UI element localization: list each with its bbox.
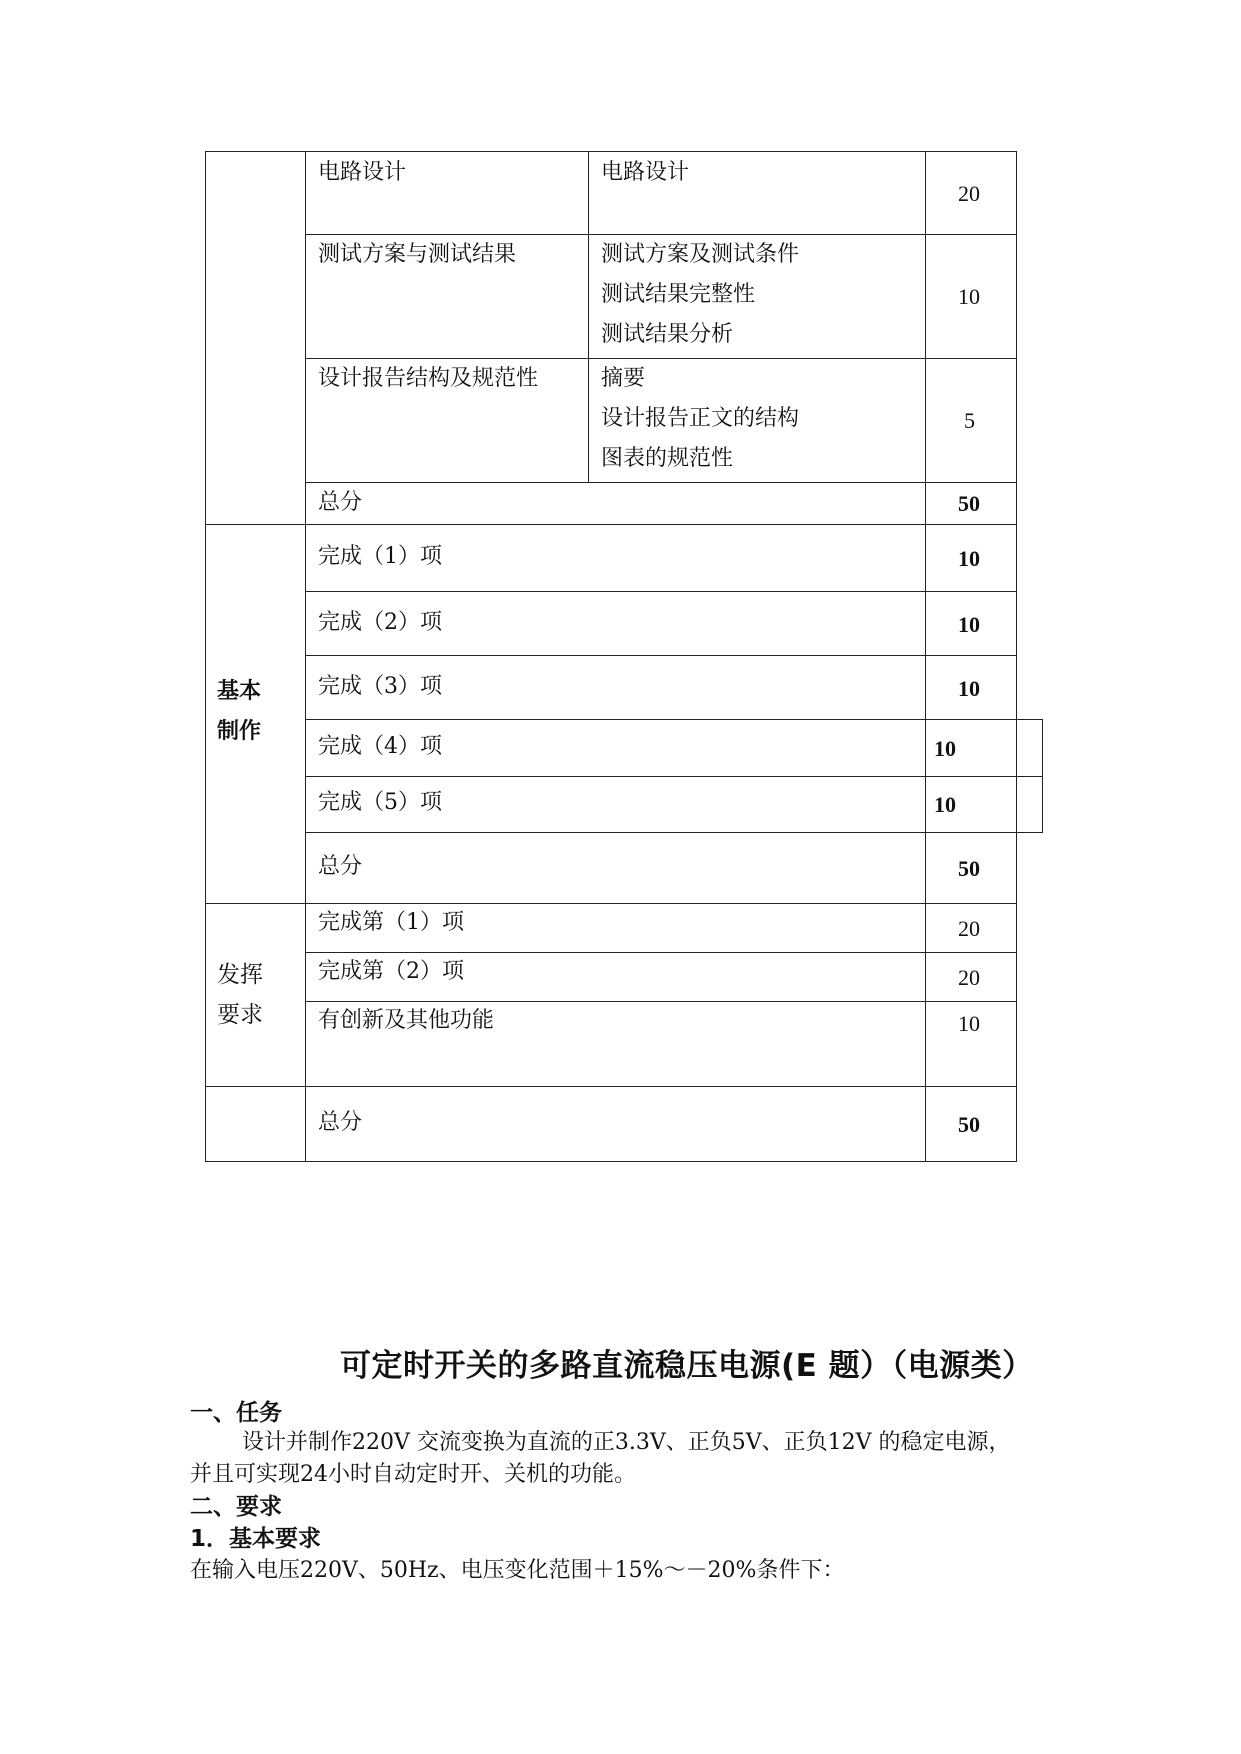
item-label: 完成（5）项 (318, 790, 442, 815)
section-heading-task: 一、任务 (190, 1400, 282, 1426)
basic-requirement-line: 在输入电压220V、50Hz、电压变化范围＋15%～－20%条件下： (190, 1558, 845, 1583)
content-line: 测试结果分析 (601, 322, 734, 347)
score-value: 20 (958, 965, 980, 990)
item-label: 测试方案与测试结果 (318, 242, 517, 267)
category-label: 制作 (217, 719, 262, 744)
content-line: 图表的规范性 (601, 446, 734, 471)
task-paragraph-line: 设计并制作220V 交流变换为直流的正3.3V、正负5V、正负12V 的稳定电源， (242, 1430, 1011, 1455)
score-value: 10 (958, 546, 980, 571)
category-cell-empty (205, 1086, 306, 1162)
total-label: 总分 (318, 490, 363, 515)
score-value: 5 (964, 408, 975, 433)
score-value: 10 (958, 676, 980, 701)
score-value: 10 (958, 284, 980, 309)
total-label-cell (305, 832, 926, 904)
category-label: 发挥 (217, 962, 263, 988)
score-value: 10 (958, 612, 980, 637)
content-line: 电路设计 (601, 160, 690, 185)
score-value: 20 (958, 916, 980, 941)
score-value: 10 (934, 792, 956, 817)
section-heading-requirements: 二、要求 (190, 1494, 282, 1520)
extra-cell (1016, 719, 1043, 777)
scoring-table (205, 151, 1017, 1162)
category-label: 要求 (217, 1002, 263, 1028)
task-paragraph-line: 并且可实现24小时自动定时开、关机的功能。 (190, 1462, 636, 1487)
category-cell-report (205, 151, 306, 525)
total-score: 50 (958, 856, 980, 881)
score-value: 10 (958, 1011, 980, 1036)
content-line: 摘要 (601, 366, 646, 391)
content-line: 测试结果完整性 (601, 282, 756, 307)
score-value: 20 (958, 181, 980, 206)
item-label: 完成（3）项 (318, 674, 442, 699)
extra-cell (1016, 776, 1043, 833)
item-label: 电路设计 (318, 160, 407, 185)
total-score: 50 (958, 491, 980, 516)
item-label: 设计报告结构及规范性 (318, 366, 539, 391)
total-label-cell (305, 482, 926, 525)
subsection-heading-basic: 1．基本要求 (190, 1526, 322, 1552)
total-label: 总分 (318, 854, 363, 879)
problem-title: 可定时开关的多路直流稳压电源(E 题）（电源类） (340, 1348, 1034, 1384)
item-label: 完成（2）项 (318, 610, 442, 635)
content-line: 测试方案及测试条件 (601, 242, 800, 267)
total-score: 50 (958, 1112, 980, 1137)
item-label: 完成（1）项 (318, 544, 442, 569)
content-line: 设计报告正文的结构 (601, 406, 800, 431)
item-label: 完成第（1）项 (318, 910, 464, 935)
item-label: 有创新及其他功能 (318, 1008, 495, 1033)
total-label: 总分 (318, 1110, 363, 1135)
item-label: 完成第（2）项 (318, 959, 464, 984)
item-label: 完成（4）项 (318, 734, 442, 759)
category-label: 基本 (217, 679, 262, 704)
score-value: 10 (934, 736, 956, 761)
total-label-cell (305, 1086, 926, 1162)
